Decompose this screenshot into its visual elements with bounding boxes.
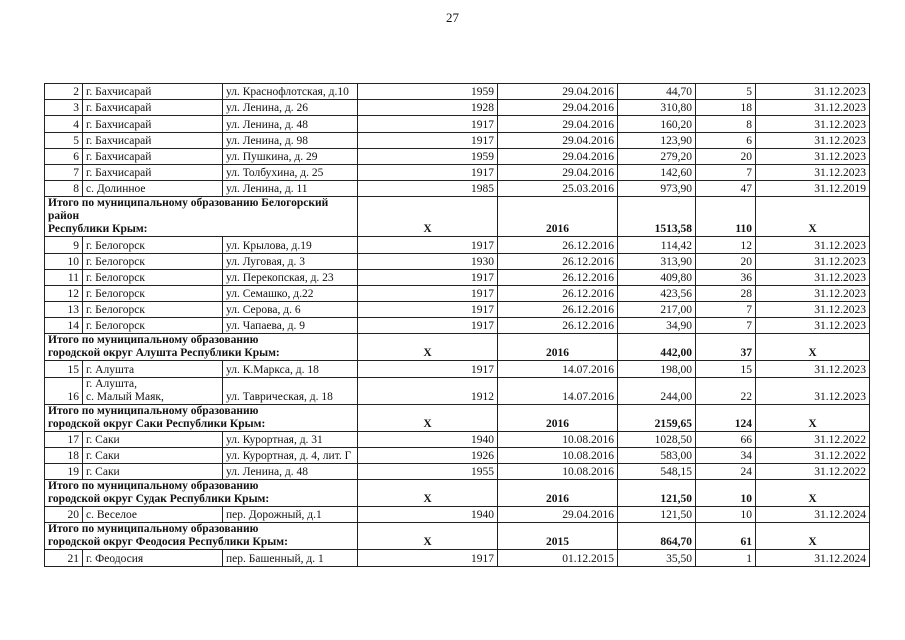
area-cell: 244,00 xyxy=(618,377,696,404)
summary-row xyxy=(45,480,870,507)
summary-count-cell: 124 xyxy=(696,404,756,431)
build-year-cell: 1926 xyxy=(358,447,498,463)
summary-x-cell: X xyxy=(358,404,498,431)
residents-count-cell: 47 xyxy=(696,181,756,197)
row-number-cell: 3 xyxy=(45,100,83,116)
summary-row xyxy=(45,404,870,431)
deadline-cell: 31.12.2023 xyxy=(756,253,870,269)
address-cell: ул. Ленина, д. 48 xyxy=(223,464,358,480)
address-cell: ул. К.Маркса, д. 18 xyxy=(223,361,358,377)
locality-cell: г. Бахчисарай xyxy=(83,116,223,132)
page-number: 27 xyxy=(446,10,459,25)
table-row xyxy=(45,302,870,318)
summary-x-cell: X xyxy=(358,334,498,361)
table-row xyxy=(45,377,870,404)
locality-cell: г. Белогорск xyxy=(83,253,223,269)
build-year-cell: 1917 xyxy=(358,164,498,180)
row-number-cell: 8 xyxy=(45,181,83,197)
summary-x-cell: X xyxy=(756,197,870,237)
residents-count-cell: 36 xyxy=(696,269,756,285)
deadline-cell: 31.12.2023 xyxy=(756,302,870,318)
summary-label-cell xyxy=(45,480,358,507)
recognition-date-cell: 29.04.2016 xyxy=(498,100,618,116)
locality-cell: г. Белогорск xyxy=(83,318,223,334)
deadline-cell: 31.12.2023 xyxy=(756,164,870,180)
address-cell: ул. Пушкина, д. 29 xyxy=(223,148,358,164)
summary-count-cell: 10 xyxy=(696,480,756,507)
table-row xyxy=(45,507,870,523)
summary-x-cell: X xyxy=(756,404,870,431)
address-cell: ул. Перекопская, д. 23 xyxy=(223,269,358,285)
area-cell: 121,50 xyxy=(618,507,696,523)
area-cell: 423,56 xyxy=(618,285,696,301)
locality-line: с. Малый Маяк, xyxy=(86,390,164,403)
area-cell: 34,90 xyxy=(618,318,696,334)
summary-area-cell: 121,50 xyxy=(618,480,696,507)
table-row xyxy=(45,318,870,334)
area-cell: 114,42 xyxy=(618,237,696,253)
deadline-cell: 31.12.2023 xyxy=(756,100,870,116)
locality-cell: г. Белогорск xyxy=(83,237,223,253)
residents-count-cell: 20 xyxy=(696,253,756,269)
locality-cell: г. Саки xyxy=(83,464,223,480)
recognition-date-cell: 29.04.2016 xyxy=(498,507,618,523)
table-row xyxy=(45,464,870,480)
summary-label-line: городской округ Судак Республики Крым: xyxy=(48,493,270,506)
build-year-cell: 1917 xyxy=(358,302,498,318)
build-year-cell: 1917 xyxy=(358,361,498,377)
area-cell: 160,20 xyxy=(618,116,696,132)
build-year-cell: 1917 xyxy=(358,269,498,285)
summary-label-cell xyxy=(45,197,358,237)
address-cell: ул. Курортная, д. 31 xyxy=(223,431,358,447)
recognition-date-cell: 26.12.2016 xyxy=(498,285,618,301)
recognition-date-cell: 14.07.2016 xyxy=(498,361,618,377)
summary-x-cell: X xyxy=(756,523,870,550)
summary-row xyxy=(45,197,870,237)
address-cell: ул. Ленина, д. 48 xyxy=(223,116,358,132)
address-cell: ул. Курортная, д. 4, лит. Г xyxy=(223,447,358,463)
row-number-cell: 20 xyxy=(45,507,83,523)
area-cell: 548,15 xyxy=(618,464,696,480)
summary-label-line: Итого по муниципальному образованию xyxy=(48,404,259,417)
row-number-cell: 5 xyxy=(45,132,83,148)
row-number-cell: 10 xyxy=(45,253,83,269)
table-row xyxy=(45,132,870,148)
recognition-date-cell: 26.12.2016 xyxy=(498,302,618,318)
build-year-cell: 1955 xyxy=(358,464,498,480)
row-number-cell: 2 xyxy=(45,84,83,100)
row-number-cell: 6 xyxy=(45,148,83,164)
residents-count-cell: 34 xyxy=(696,447,756,463)
summary-count-cell: 61 xyxy=(696,523,756,550)
area-cell: 310,80 xyxy=(618,100,696,116)
recognition-date-cell: 29.04.2016 xyxy=(498,148,618,164)
residents-count-cell: 8 xyxy=(696,116,756,132)
build-year-cell: 1917 xyxy=(358,237,498,253)
recognition-date-cell: 26.12.2016 xyxy=(498,269,618,285)
address-cell: ул. Луговая, д. 3 xyxy=(223,253,358,269)
summary-area-cell: 864,70 xyxy=(618,523,696,550)
deadline-cell: 31.12.2022 xyxy=(756,464,870,480)
residents-count-cell: 24 xyxy=(696,464,756,480)
address-cell: ул. Краснофлотская, д.10 xyxy=(223,84,358,100)
housing-registry-table xyxy=(44,83,870,567)
summary-area-cell: 2159,65 xyxy=(618,404,696,431)
build-year-cell: 1940 xyxy=(358,507,498,523)
recognition-date-cell: 29.04.2016 xyxy=(498,132,618,148)
area-cell: 217,00 xyxy=(618,302,696,318)
row-number-cell: 19 xyxy=(45,464,83,480)
summary-row xyxy=(45,523,870,550)
residents-count-cell: 22 xyxy=(696,377,756,404)
summary-area-cell: 442,00 xyxy=(618,334,696,361)
summary-year-cell: 2016 xyxy=(498,197,618,237)
summary-year-cell: 2016 xyxy=(498,334,618,361)
table-row xyxy=(45,550,870,566)
row-number-cell: 13 xyxy=(45,302,83,318)
address-cell: ул. Семашко, д.22 xyxy=(223,285,358,301)
recognition-date-cell: 29.04.2016 xyxy=(498,116,618,132)
summary-year-cell: 2015 xyxy=(498,523,618,550)
table-row xyxy=(45,237,870,253)
row-number-cell: 15 xyxy=(45,361,83,377)
residents-count-cell: 66 xyxy=(696,431,756,447)
residents-count-cell: 28 xyxy=(696,285,756,301)
recognition-date-cell: 10.08.2016 xyxy=(498,447,618,463)
table-row xyxy=(45,269,870,285)
recognition-date-cell: 25.03.2016 xyxy=(498,181,618,197)
recognition-date-cell: 29.04.2016 xyxy=(498,84,618,100)
table-row xyxy=(45,361,870,377)
summary-x-cell: X xyxy=(358,480,498,507)
summary-label-line: городской округ Саки Республики Крым: xyxy=(48,417,266,430)
deadline-cell: 31.12.2023 xyxy=(756,269,870,285)
summary-x-cell: X xyxy=(756,334,870,361)
registry-body xyxy=(45,84,870,567)
deadline-cell: 31.12.2023 xyxy=(756,132,870,148)
deadline-cell: 31.12.2023 xyxy=(756,237,870,253)
build-year-cell: 1917 xyxy=(358,132,498,148)
area-cell: 973,90 xyxy=(618,181,696,197)
summary-x-cell: X xyxy=(358,523,498,550)
row-number-cell: 9 xyxy=(45,237,83,253)
residents-count-cell: 7 xyxy=(696,318,756,334)
residents-count-cell: 15 xyxy=(696,361,756,377)
row-number-cell: 17 xyxy=(45,431,83,447)
locality-line: г. Алушта, xyxy=(86,377,137,390)
build-year-cell: 1928 xyxy=(358,100,498,116)
locality-cell: г. Бахчисарай xyxy=(83,148,223,164)
address-cell: пер. Дорожный, д.1 xyxy=(223,507,358,523)
deadline-cell: 31.12.2019 xyxy=(756,181,870,197)
locality-cell: г. Феодосия xyxy=(83,550,223,566)
area-cell: 35,50 xyxy=(618,550,696,566)
summary-label-line: Итого по муниципальному образованию Белогорский район xyxy=(48,197,329,223)
locality-cell: г. Бахчисарай xyxy=(83,132,223,148)
locality-cell: г. Бахчисарай xyxy=(83,164,223,180)
deadline-cell: 31.12.2024 xyxy=(756,550,870,566)
locality-cell: г. Белогорск xyxy=(83,285,223,301)
address-cell: ул. Чапаева, д. 9 xyxy=(223,318,358,334)
table-row xyxy=(45,164,870,180)
recognition-date-cell: 29.04.2016 xyxy=(498,164,618,180)
summary-label-line: Итого по муниципальному образованию xyxy=(48,480,259,493)
locality-cell: г. Белогорск xyxy=(83,302,223,318)
row-number-cell: 21 xyxy=(45,550,83,566)
residents-count-cell: 20 xyxy=(696,148,756,164)
address-cell: пер. Башенный, д. 1 xyxy=(223,550,358,566)
locality-cell: г. Алушта xyxy=(83,361,223,377)
build-year-cell: 1930 xyxy=(358,253,498,269)
summary-label-line: Республики Крым: xyxy=(48,223,148,236)
recognition-date-cell: 26.12.2016 xyxy=(498,318,618,334)
locality-cell: с. Веселое xyxy=(83,507,223,523)
recognition-date-cell: 26.12.2016 xyxy=(498,237,618,253)
summary-label-line: городской округ Алушта Республики Крым: xyxy=(48,347,280,360)
summary-year-cell: 2016 xyxy=(498,404,618,431)
address-cell: ул. Таврическая, д. 18 xyxy=(223,377,358,404)
deadline-cell: 31.12.2023 xyxy=(756,318,870,334)
area-cell: 198,00 xyxy=(618,361,696,377)
residents-count-cell: 12 xyxy=(696,237,756,253)
recognition-date-cell: 01.12.2015 xyxy=(498,550,618,566)
summary-label-cell xyxy=(45,523,358,550)
locality-cell xyxy=(83,377,223,404)
deadline-cell: 31.12.2022 xyxy=(756,447,870,463)
build-year-cell: 1940 xyxy=(358,431,498,447)
address-cell: ул. Ленина, д. 98 xyxy=(223,132,358,148)
summary-label-cell xyxy=(45,334,358,361)
table-row xyxy=(45,253,870,269)
summary-x-cell: X xyxy=(358,197,498,237)
residents-count-cell: 7 xyxy=(696,164,756,180)
area-cell: 1028,50 xyxy=(618,431,696,447)
address-cell: ул. Ленина, д. 11 xyxy=(223,181,358,197)
build-year-cell: 1917 xyxy=(358,285,498,301)
recognition-date-cell: 10.08.2016 xyxy=(498,464,618,480)
summary-count-cell: 37 xyxy=(696,334,756,361)
area-cell: 123,90 xyxy=(618,132,696,148)
locality-cell: г. Белогорск xyxy=(83,269,223,285)
residents-count-cell: 7 xyxy=(696,302,756,318)
table-row xyxy=(45,181,870,197)
table-row xyxy=(45,116,870,132)
build-year-cell: 1959 xyxy=(358,84,498,100)
build-year-cell: 1917 xyxy=(358,116,498,132)
locality-cell: г. Саки xyxy=(83,431,223,447)
build-year-cell: 1985 xyxy=(358,181,498,197)
row-number-cell: 12 xyxy=(45,285,83,301)
residents-count-cell: 10 xyxy=(696,507,756,523)
deadline-cell: 31.12.2022 xyxy=(756,431,870,447)
recognition-date-cell: 26.12.2016 xyxy=(498,253,618,269)
row-number-cell: 7 xyxy=(45,164,83,180)
locality-cell: г. Бахчисарай xyxy=(83,84,223,100)
summary-area-cell: 1513,58 xyxy=(618,197,696,237)
deadline-cell: 31.12.2023 xyxy=(756,377,870,404)
deadline-cell: 31.12.2023 xyxy=(756,148,870,164)
area-cell: 44,70 xyxy=(618,84,696,100)
table-row xyxy=(45,100,870,116)
summary-x-cell: X xyxy=(756,480,870,507)
locality-cell: г. Саки xyxy=(83,447,223,463)
residents-count-cell: 18 xyxy=(696,100,756,116)
residents-count-cell: 1 xyxy=(696,550,756,566)
deadline-cell: 31.12.2023 xyxy=(756,116,870,132)
deadline-cell: 31.12.2024 xyxy=(756,507,870,523)
deadline-cell: 31.12.2023 xyxy=(756,285,870,301)
table-row xyxy=(45,285,870,301)
recognition-date-cell: 10.08.2016 xyxy=(498,431,618,447)
table-row xyxy=(45,148,870,164)
table-row xyxy=(45,447,870,463)
table-row xyxy=(45,431,870,447)
address-cell: ул. Крылова, д.19 xyxy=(223,237,358,253)
table-row xyxy=(45,84,870,100)
build-year-cell: 1959 xyxy=(358,148,498,164)
summary-year-cell: 2016 xyxy=(498,480,618,507)
residents-count-cell: 5 xyxy=(696,84,756,100)
build-year-cell: 1912 xyxy=(358,377,498,404)
area-cell: 583,00 xyxy=(618,447,696,463)
locality-cell: с. Долинное xyxy=(83,181,223,197)
residents-count-cell: 6 xyxy=(696,132,756,148)
summary-count-cell: 110 xyxy=(696,197,756,237)
address-cell: ул. Толбухина, д. 25 xyxy=(223,164,358,180)
area-cell: 142,60 xyxy=(618,164,696,180)
build-year-cell: 1917 xyxy=(358,318,498,334)
summary-label-line: городской округ Феодосия Республики Крым: xyxy=(48,536,288,549)
row-number-cell: 18 xyxy=(45,447,83,463)
summary-row xyxy=(45,334,870,361)
deadline-cell: 31.12.2023 xyxy=(756,361,870,377)
address-cell: ул. Серова, д. 6 xyxy=(223,302,358,318)
area-cell: 313,90 xyxy=(618,253,696,269)
row-number-cell: 4 xyxy=(45,116,83,132)
build-year-cell: 1917 xyxy=(358,550,498,566)
summary-label-line: Итого по муниципальному образованию xyxy=(48,334,259,347)
deadline-cell: 31.12.2023 xyxy=(756,84,870,100)
area-cell: 279,20 xyxy=(618,148,696,164)
address-cell: ул. Ленина, д. 26 xyxy=(223,100,358,116)
row-number-cell: 16 xyxy=(45,377,83,404)
summary-label-cell xyxy=(45,404,358,431)
row-number-cell: 11 xyxy=(45,269,83,285)
recognition-date-cell: 14.07.2016 xyxy=(498,377,618,404)
row-number-cell: 14 xyxy=(45,318,83,334)
locality-cell: г. Бахчисарай xyxy=(83,100,223,116)
area-cell: 409,80 xyxy=(618,269,696,285)
summary-label-line: Итого по муниципальному образованию xyxy=(48,523,259,536)
